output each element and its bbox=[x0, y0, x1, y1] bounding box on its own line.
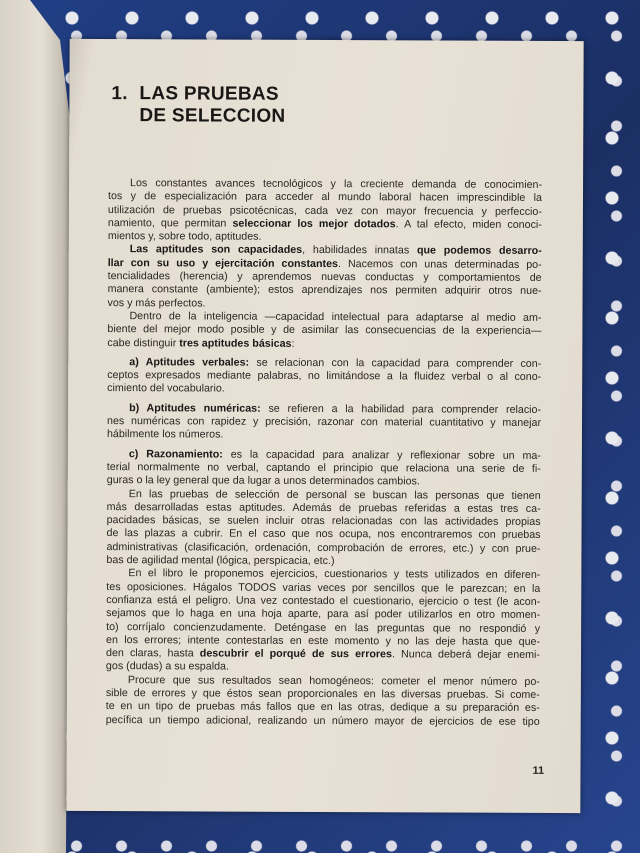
text-segment: En las pruebas de selección de personal se buscan las personas que tienen bbox=[128, 487, 541, 502]
text-segment: más desarrolladas estas aptitudes. Además de pruebas referidas a estas tres ca- bbox=[106, 500, 541, 515]
text-line bbox=[106, 714, 540, 729]
text-segment: En el libro le proponemos ejercicios, cuestionarios y tests utilizados en diferen- bbox=[128, 567, 541, 582]
text-segment: se refieren a la habilidad para comprender relacio- bbox=[260, 402, 542, 416]
text-segment: biente del mejor modo posible y de asimilar las consecuencias de la experiencia— bbox=[107, 323, 542, 338]
text-segment: guras o la ley general que da lugar a unos determinados cambios. bbox=[106, 474, 420, 488]
text-line bbox=[107, 337, 541, 352]
text-segment: sible de errores y que éstos sean proporcionales en las diversas pruebas. Si come- bbox=[105, 687, 540, 701]
page-number: 11 bbox=[532, 764, 545, 777]
text-segment: Los constantes avances tecnológicos y la creciente demanda de conocimien- bbox=[130, 177, 543, 191]
text-segment: cimiento del vocabulario. bbox=[107, 382, 225, 396]
text-segment: . A tal efecto, miden conoci- bbox=[395, 218, 542, 231]
body-text bbox=[106, 177, 542, 729]
text-segment: Dentro de la inteligencia —capacidad intelectual para adaptarse al medio am- bbox=[129, 310, 542, 324]
text-segment: nes numéricas con rapidez y precisión, razonar con material cuantitativo y manejar bbox=[106, 415, 542, 429]
text-segment: vos y más perfectos. bbox=[107, 296, 206, 310]
text-segment: mientos y, sobre todo, aptitudes. bbox=[107, 230, 262, 243]
bold-text: llar con su uso y ejercitación constantes bbox=[107, 256, 339, 270]
text-segment: Procure que sus resultados sean homogéneos: cometer el menor número po- bbox=[127, 673, 540, 688]
text-segment: : bbox=[291, 337, 295, 350]
bold-text: a) Aptitudes verbales: bbox=[129, 356, 250, 369]
text-segment: confianza está el peligro. Una vez contestado el cuestionario, ejercicio o test (le acon- bbox=[106, 593, 541, 608]
text-segment: pecífica un tiempo adicional, realizando un número mayor de ejercicios de ese tipo bbox=[105, 713, 540, 728]
bold-text: descubrir el porqué de sus errores bbox=[199, 647, 392, 661]
text-segment: den claras, hasta bbox=[105, 647, 200, 660]
text-segment: hábilmente los números. bbox=[106, 428, 224, 441]
text-segment: es la capacidad para analizar y reflexionar sobre un ma- bbox=[222, 448, 541, 462]
bold-text: que podemos desarro- bbox=[416, 244, 542, 258]
chapter-title-line-1: LAS PRUEBAS bbox=[139, 83, 279, 105]
text-segment: tos y de especialización para acceder al mundo laboral hacen imprescindible la bbox=[107, 190, 543, 205]
text-segment: terial normalmente no verbal, captando el principio que relaciona una serie de fi- bbox=[106, 460, 541, 475]
text-segment: administrativas (clasificación, ordenación, comprobación de errores, etc.) y con prue- bbox=[106, 540, 541, 555]
chapter-title-line-2: DE SELECCION bbox=[139, 105, 286, 127]
text-line bbox=[107, 428, 541, 443]
bold-text: Las aptitudes son capacidades bbox=[129, 243, 303, 257]
text-segment: manera constante (ambiente); estos aprendizajes nos permiten adquirir otros nue- bbox=[107, 283, 542, 298]
text-segment: gos (dudas) a su espalda. bbox=[105, 660, 229, 673]
text-segment: . Nacemos con unas determinadas po- bbox=[337, 257, 542, 271]
text-segment: tes oposiciones. Hágalos TODOS varias veces por sencillos que le parezcan; en la bbox=[106, 580, 541, 595]
text-segment: ceptos expresados mediante palabras, no limitándose a la fluidez verbal o al cono- bbox=[107, 369, 542, 384]
text-segment: tencialidades (herencia) y aprendemos nuevas conductas y comportamientos de bbox=[107, 270, 542, 285]
text-segment: cabe distinguir bbox=[107, 336, 180, 349]
bold-text: tres aptitudes básicas bbox=[179, 336, 292, 350]
chapter-number: 1. bbox=[111, 83, 128, 105]
chapter-title bbox=[111, 83, 285, 128]
text-segment: de las plazas a cubrir. En el caso que nos ocupa, nos encontraremos con pruebas bbox=[106, 527, 541, 542]
text-segment: bas de agilidad mental (lógica, perspicacia, etc.) bbox=[106, 554, 335, 568]
text-segment: , habilidades innatas bbox=[302, 244, 417, 257]
facing-page-edge bbox=[0, 0, 70, 853]
text-segment: en los errores; intente contestarlas en este momento y no las deje hasta que que- bbox=[106, 633, 541, 648]
text-segment: se relacionan con la capacidad para comprender con- bbox=[249, 356, 542, 370]
text-segment: namiento, que permitan bbox=[107, 216, 233, 230]
text-segment: sejamos que lo haga en una hoja aparte, para así poder utilizarlos en otro momen- bbox=[106, 607, 541, 622]
bold-text: b) Aptitudes numéricas: bbox=[129, 401, 261, 415]
text-segment: utilización de pruebas psicotécnicas, cada vez con mayor frecuencia y perfeccio- bbox=[107, 203, 542, 218]
text-segment: te en un tipo de pruebas más fallos que en las otras, dedique a su preparación es- bbox=[105, 700, 540, 715]
text-segment: to) corríjalo concienzudamente. Deténgase en las preguntas que no respondió y bbox=[106, 620, 541, 635]
text-line bbox=[107, 383, 541, 398]
book-page bbox=[66, 39, 583, 813]
bold-text: seleccionar los mejor dotados bbox=[232, 217, 396, 231]
text-segment: pacidades básicas, se suelen incluir otras relacionadas con las actividades propias bbox=[106, 514, 541, 529]
bold-text: c) Razonamiento: bbox=[128, 447, 223, 461]
text-segment: . Nunca deberá dejar enemi- bbox=[391, 648, 541, 662]
